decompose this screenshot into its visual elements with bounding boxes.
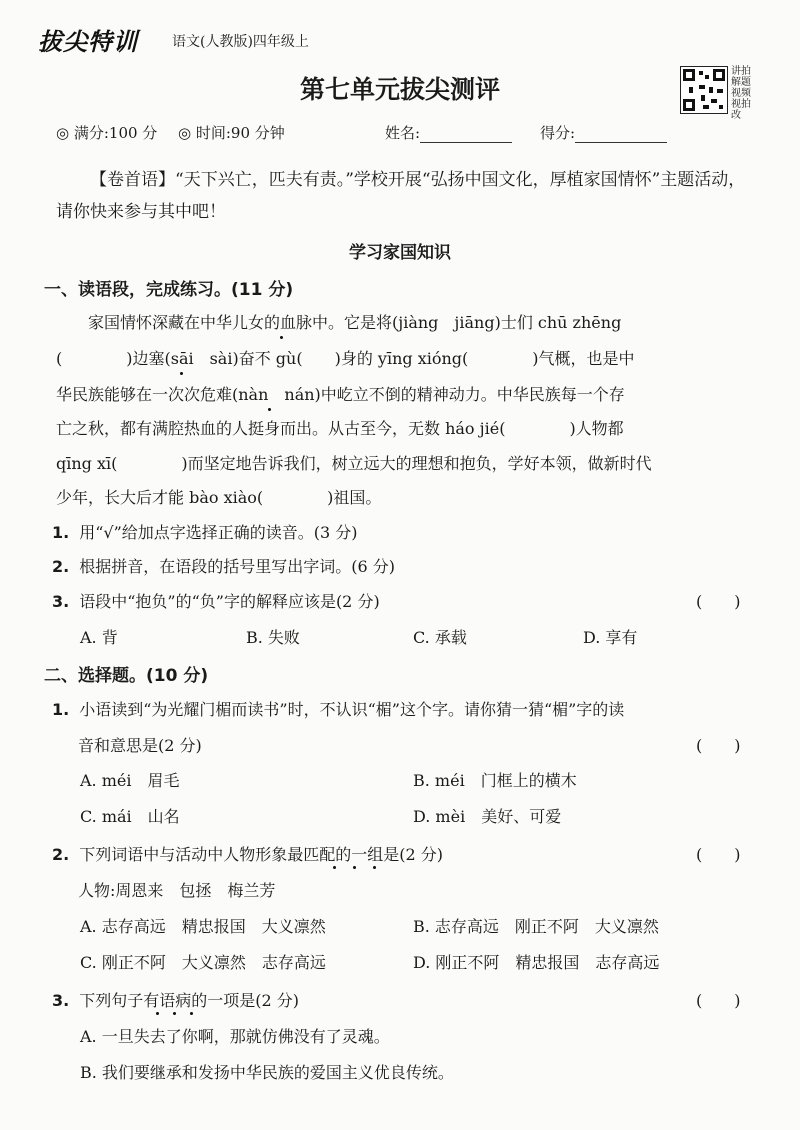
emphasis-dot (373, 866, 376, 869)
option-b[interactable]: B. 志存高远 刚正不阿 大义凛然 (413, 917, 659, 936)
option-d[interactable]: D. mèi 美好、可爱 (413, 807, 562, 826)
brand-logo: 拔尖特训 (38, 28, 138, 56)
part2-question-2: 2. 下列词语中与活动中人物形象最匹配的一组是(2 分) (52, 845, 443, 864)
part2-question-1: 1. 小语读到“为光耀门楣而读书”时，不认识“楣”这个字。请你猜一猜“楣”字的读 (52, 700, 625, 719)
full-score: ◎ 满分:100 分 (56, 124, 158, 142)
part1-question-2: 2. 根据拼音，在语段的括号里写出字词。(6 分) (52, 557, 395, 576)
emphasis-dot (156, 1012, 159, 1015)
emphasis-dot (280, 336, 283, 339)
answer-paren[interactable]: ( ) (696, 991, 741, 1010)
people-list: 人物:周恩来 包拯 梅兰芳 (78, 881, 276, 900)
option-a[interactable]: A. 一旦失去了你啊，那就仿佛没有了灵魂。 (80, 1027, 390, 1046)
score-blank[interactable] (575, 126, 667, 143)
option-b[interactable]: B. méi 门框上的横木 (413, 771, 577, 790)
option-a[interactable]: A. méi 眉毛 (80, 771, 180, 790)
passage-line-1: 家国情怀深藏在中华儿女的血脉中。它是将(jiàng jiāng)士们 chū zhēng (88, 313, 622, 332)
option-d[interactable]: D. 刚正不阿 精忠报国 志存高远 (413, 953, 660, 972)
option-b[interactable]: B. 失败 (246, 628, 300, 647)
emphasis-dot (353, 866, 356, 869)
option-c[interactable]: C. 承载 (413, 628, 467, 647)
part1-heading: 一、读语段，完成练习。(11 分) (44, 280, 294, 300)
subject-label: 语文(人教版)四年级上 (172, 34, 309, 50)
part2-question-3: 3. 下列句子有语病的一项是(2 分) (52, 991, 299, 1010)
option-a[interactable]: A. 志存高远 精忠报国 大义凛然 (80, 917, 326, 936)
part1-question-1: 1. 用“√”给加点字选择正确的读音。(3 分) (52, 523, 358, 542)
answer-paren[interactable]: ( ) (696, 736, 741, 755)
emphasis-dot (180, 372, 183, 375)
intro-text: 【卷首语】“天下兴亡，匹夫有责。”学校开展“弘扬中国文化，厚植家国情怀”主题活动，请你快来参与其中吧！ (56, 170, 746, 222)
qr-caption: 讲拍解题视频视拍改 (731, 66, 751, 121)
emphasis-dot (190, 1012, 193, 1015)
emphasis-dot (173, 1012, 176, 1015)
passage-line-3: 华民族能够在一次次危难(nàn nán)中屹立不倒的精神动力。中华民族每一个存 (56, 385, 625, 404)
score-field[interactable] (540, 122, 667, 143)
passage-line-5: qīng xī( )而坚定地告诉我们，树立远大的理想和抱负，学好本领，做新时代 (56, 454, 652, 473)
part1-question-3: 3. 语段中“抱负”的“负”字的解释应该是(2 分) (52, 592, 380, 611)
time-limit: ◎ 时间:90 分钟 (178, 124, 285, 142)
emphasis-dot (268, 408, 271, 411)
option-c[interactable]: C. 刚正不阿 大义凛然 志存高远 (80, 953, 326, 972)
part2-heading: 二、选择题。(10 分) (44, 666, 209, 686)
passage-line-2: ( )边塞(sāi sài)奋不 gù( )身的 yīng xióng( )气概，也是中 (56, 349, 635, 368)
passage-line-4: 亡之秋，都有满腔热血的人挺身而出。从古至今，无数 háo jié( )人物都 (56, 419, 624, 438)
name-label: 姓名: (385, 124, 421, 142)
name-field[interactable] (385, 122, 512, 143)
page-title: 第七单元拔尖测评 (299, 75, 500, 104)
part2-question-1-cont: 音和意思是(2 分) (78, 736, 202, 755)
qr-code-icon[interactable] (680, 66, 728, 114)
answer-paren[interactable]: ( ) (696, 592, 741, 611)
emphasis-dot (333, 866, 336, 869)
answer-paren[interactable]: ( ) (696, 845, 741, 864)
option-a[interactable]: A. 背 (80, 628, 118, 647)
option-c[interactable]: C. mái 山名 (80, 807, 180, 826)
option-d[interactable]: D. 享有 (583, 628, 638, 647)
passage-line-6: 少年，长大后才能 bào xiào( )祖国。 (56, 488, 382, 507)
name-blank[interactable] (420, 126, 512, 143)
option-b[interactable]: B. 我们要继承和发扬中华民族的爱国主义优良传统。 (80, 1063, 454, 1082)
section-title: 学习家国知识 (349, 243, 451, 263)
score-label: 得分: (540, 124, 576, 142)
